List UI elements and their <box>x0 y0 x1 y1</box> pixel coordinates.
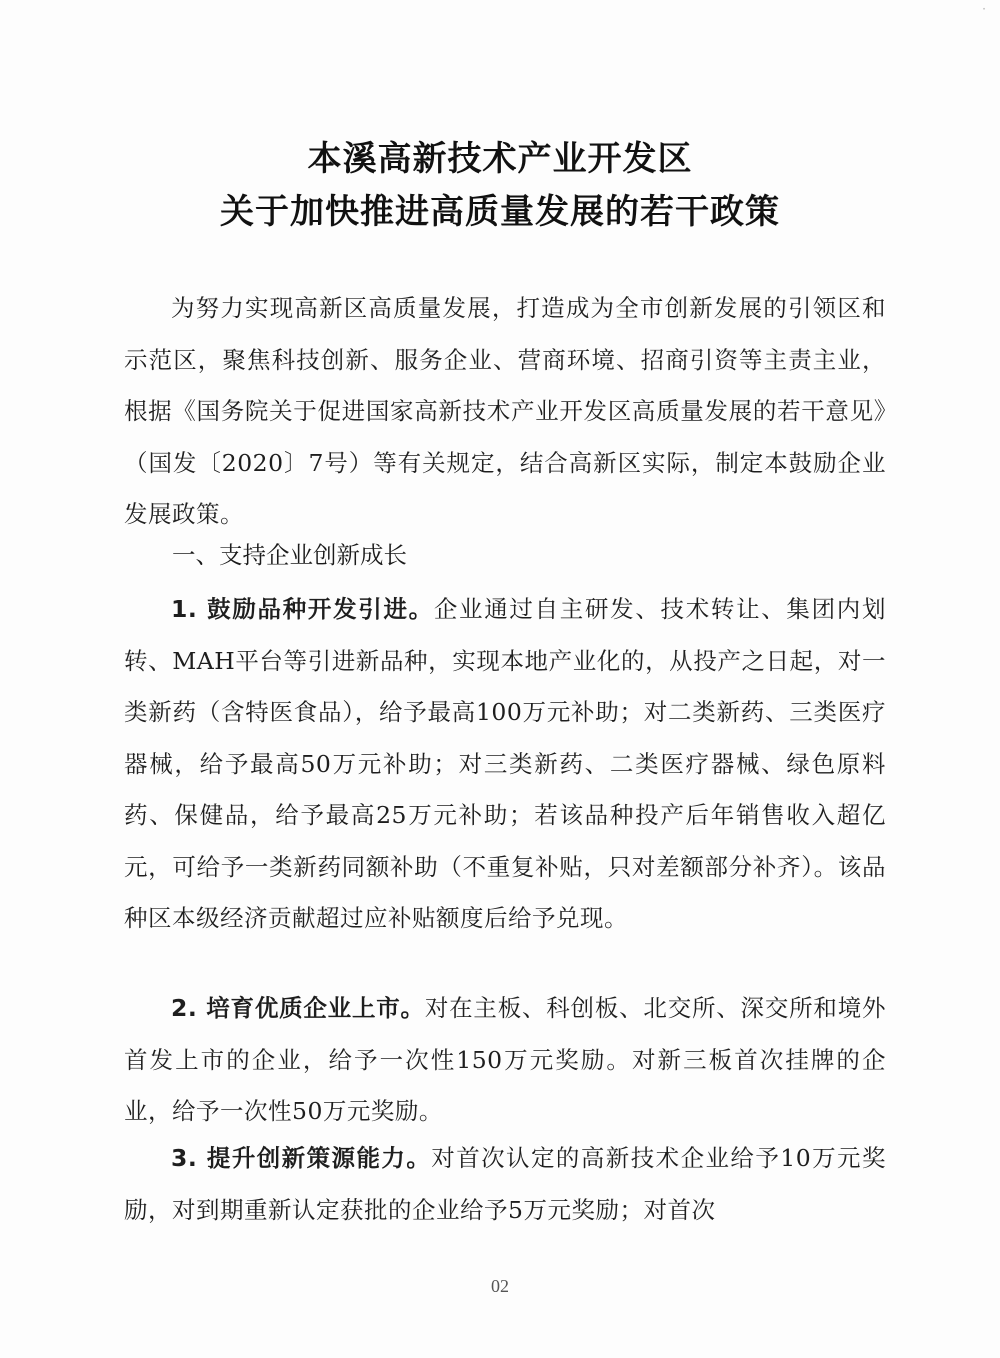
policy-item-2-title: 2. 培育优质企业上市。 <box>171 994 425 1022</box>
document-title-line1: 本溪高新技术产业开发区 <box>307 139 693 179</box>
intro-text: 为努力实现高新区高质量发展，打造成为全市创新发展的引领区和示范区，聚焦科技创新、服务企业、营商环境、招商引资等主责主业，根据《国务院关于促进国家高新技术产业开发区高质量发展的若干意见》（国发〔2020〕7号）等有关规定，结合高新区实际，制定本鼓励企业发展政策。 <box>124 294 886 528</box>
policy-item-3 <box>124 1133 886 1236</box>
section-heading: 一、支持企业创新成长 <box>172 541 407 569</box>
policy-item-2 <box>124 983 886 1138</box>
policy-item-2-text: 对在主板、科创板、北交所、深交所和境外首发上市的企业，给予一次性150万元奖励。对新三板首次挂牌的企业，给予一次性50万元奖励。 <box>124 994 886 1125</box>
policy-item-1 <box>124 584 886 945</box>
policy-item-3-title: 3. 提升创新策源能力。 <box>171 1144 432 1172</box>
document-title-line2: 关于加快推进高质量发展的若干政策 <box>220 192 780 232</box>
policy-item-3-text: 对首次认定的高新技术企业给予10万元奖励，对到期重新认定获批的企业给予5万元奖励；对首次 <box>124 1144 886 1224</box>
corner-mark: · <box>982 2 986 16</box>
intro-paragraph <box>124 283 886 541</box>
policy-item-2-paragraph <box>124 983 886 1138</box>
policy-item-1-text: 企业通过自主研发、技术转让、集团内划转、MAH平台等引进新品种，实现本地产业化的，从投产之日起，对一类新药（含特医食品），给予最高100万元补助；对二类新药、三类医疗器械，给予最高50万元补助；对三类新药、二类医疗器械、绿色原料药、保健品，给予最高25万元补助；若该品种投产后年销售收入超亿元，可给予一类新药同额补助（不重复补贴，只对差额部分补齐）。该品种区本级经济贡献超过应补贴额度后给予兑现。 <box>124 595 886 932</box>
policy-item-3-paragraph <box>124 1133 886 1236</box>
policy-item-1-title: 1. 鼓励品种开发引进。 <box>171 595 434 623</box>
policy-item-1-paragraph <box>124 584 886 945</box>
page-number: 02 <box>491 1276 509 1296</box>
